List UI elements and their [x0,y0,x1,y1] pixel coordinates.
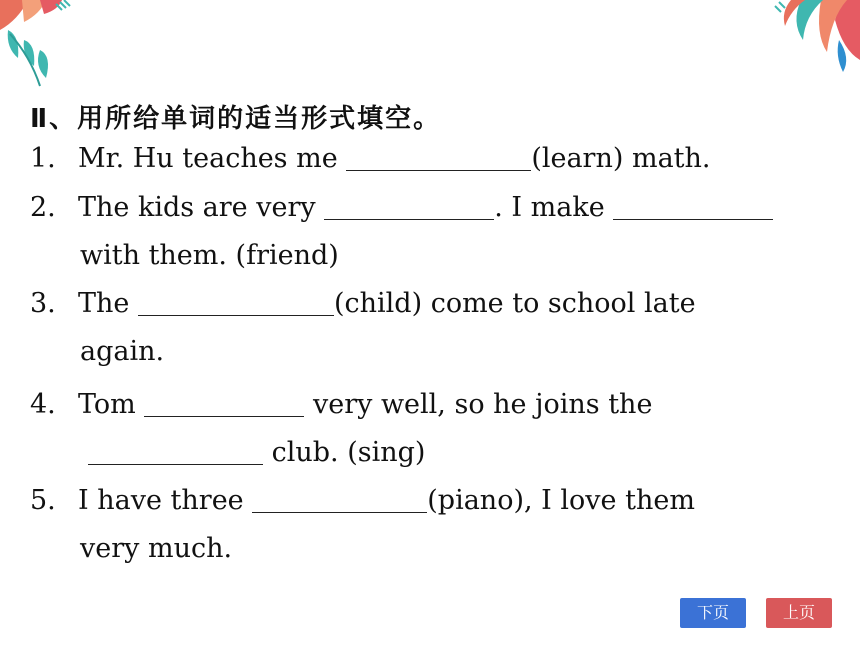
question-4-continued [88,437,425,468]
section-heading: Ⅱ、用所给单词的适当形式填空。 [30,104,442,134]
question-text: Tom [78,389,136,420]
answer-blank[interactable] [144,389,304,417]
next-page-button[interactable]: 下页 [680,598,746,628]
question-text: The kids are very [78,192,316,223]
question-number: 4. [30,389,56,420]
question-text: Mr. Hu teaches me [78,143,338,174]
answer-blank[interactable] [613,192,773,220]
answer-blank[interactable] [346,143,531,171]
question-text: club. (sing) [271,437,426,468]
question-text: very well, so he joins the [312,389,653,420]
answer-blank[interactable] [324,192,494,220]
question-1 [30,143,711,174]
question-text: . I make [494,192,605,223]
question-text: (piano), I love them [427,485,695,516]
question-number: 5. [30,485,56,516]
question-3-continued: again. [80,336,165,367]
question-4 [30,389,652,420]
question-5 [30,485,695,516]
leaf-decoration-icon [735,0,860,75]
question-number: 1. [30,143,56,174]
question-5-continued: very much. [80,533,233,564]
question-text: I have three [78,485,244,516]
question-text: The [78,288,130,319]
answer-blank[interactable] [252,485,427,513]
answer-blank[interactable] [88,437,263,465]
question-text: (learn) math. [531,143,711,174]
question-number: 2. [30,192,56,223]
question-2-continued: with them. (friend) [80,240,339,271]
leaf-decoration-icon [0,0,80,90]
question-3 [30,288,696,319]
answer-blank[interactable] [138,288,334,316]
question-2 [30,192,773,223]
previous-page-button[interactable]: 上页 [766,598,832,628]
question-text: (child) come to school late [333,288,696,319]
question-number: 3. [30,288,56,319]
